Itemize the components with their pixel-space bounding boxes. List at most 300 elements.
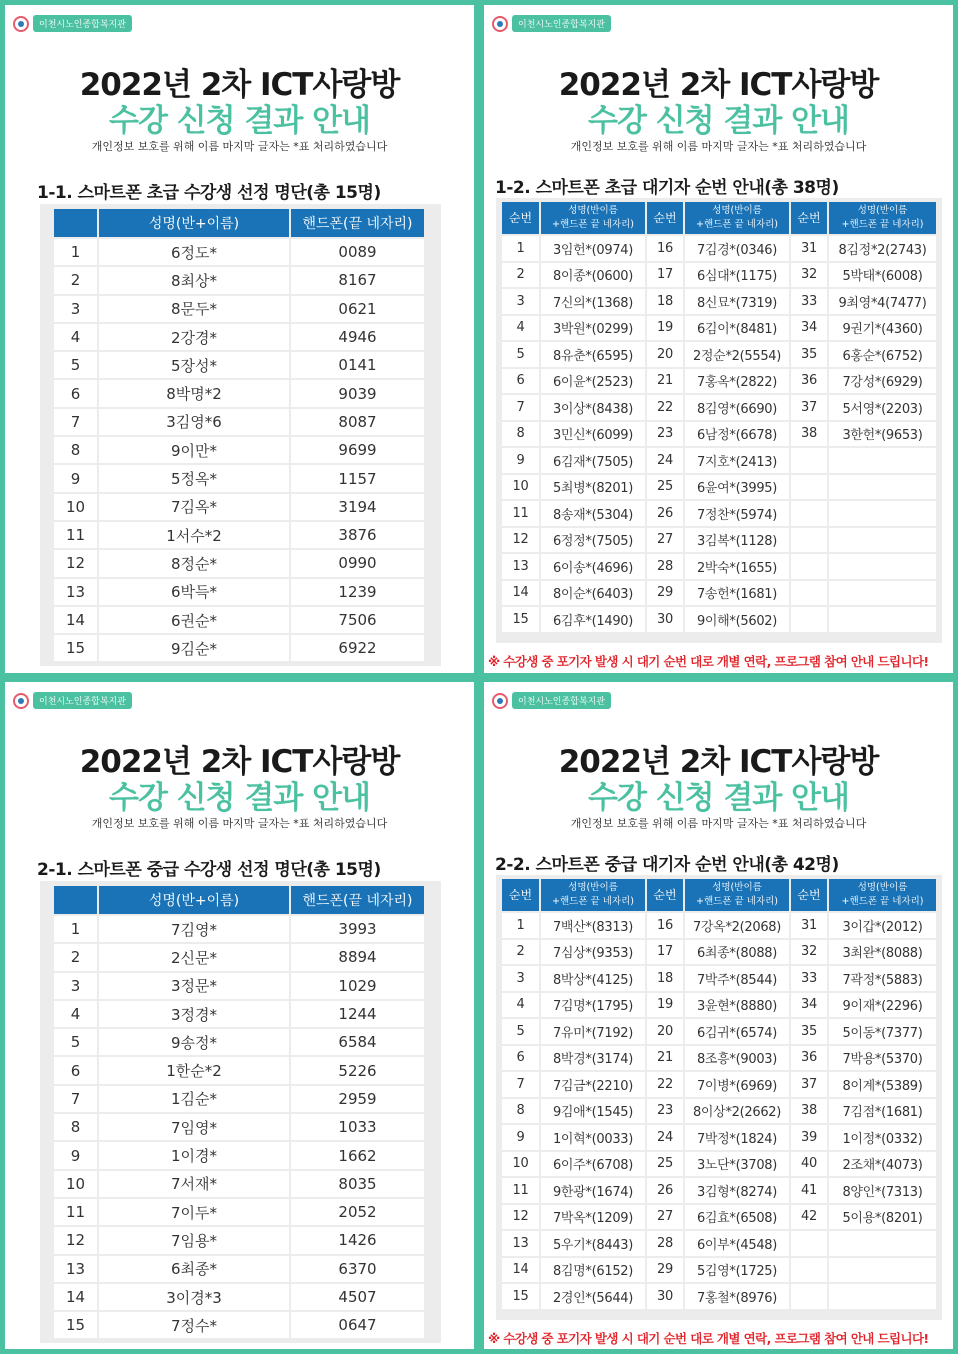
wait-order-cell: 37 [790, 1071, 828, 1098]
wait-name-phone-cell: 7박용*(5370) [828, 1045, 936, 1072]
header-no: 순번 [790, 202, 828, 235]
table-row [502, 1230, 936, 1257]
table-row [502, 474, 936, 501]
wait-name-phone-cell [828, 553, 936, 580]
name-cell: 3정문* [98, 972, 290, 1000]
table-row [54, 606, 424, 634]
wait-name-phone-cell: 9김애*(1545) [540, 1098, 646, 1125]
waiting-table-frame [496, 875, 942, 1320]
table-row [502, 965, 936, 992]
wait-name-phone-cell: 2경인*(5644) [540, 1283, 646, 1309]
wait-name-phone-cell: 8양인*(7313) [828, 1177, 936, 1204]
row-number-cell: 8 [54, 436, 98, 464]
row-number-cell: 1 [54, 238, 98, 266]
header-no [54, 886, 98, 915]
wait-name-phone-cell: 9최영*4(7477) [828, 288, 936, 315]
wait-order-cell: 22 [646, 1071, 684, 1098]
table-row [54, 1311, 424, 1338]
phone-cell: 0089 [290, 238, 424, 266]
wait-order-cell: 6 [502, 1045, 540, 1072]
table-row [54, 972, 424, 1000]
selected-table-frame [40, 204, 441, 666]
org-name: 이천시노인종합복지관 [33, 692, 132, 709]
wait-name-phone-cell: 8조흥*(9003) [684, 1045, 790, 1072]
wait-order-cell: 42 [790, 1204, 828, 1231]
name-cell: 1이경* [98, 1141, 290, 1169]
title-line2: 수강 신청 결과 안내 [588, 103, 849, 139]
row-number-cell: 10 [54, 1170, 98, 1198]
wait-name-phone-cell: 8유춘*(6595) [540, 341, 646, 368]
header-phone: 핸드폰(끝 네자리) [290, 886, 424, 915]
wait-order-cell [790, 1230, 828, 1257]
wait-order-cell: 26 [646, 500, 684, 527]
header-name-phone [540, 202, 646, 235]
wait-order-cell: 7 [502, 1071, 540, 1098]
wait-name-phone-cell: 8박경*(3174) [540, 1045, 646, 1072]
header-no: 순번 [502, 879, 540, 912]
table-row [502, 1257, 936, 1284]
table-row [502, 500, 936, 527]
wait-name-phone-cell: 1이정*(0332) [828, 1124, 936, 1151]
wait-order-cell: 28 [646, 1230, 684, 1257]
header-name-phone [540, 879, 646, 912]
wait-order-cell: 9 [502, 447, 540, 474]
row-number-cell: 13 [54, 578, 98, 606]
wait-name-phone-cell: 1이혁*(0033) [540, 1124, 646, 1151]
wait-name-phone-cell: 7송헌*(1681) [684, 580, 790, 607]
wait-order-cell: 38 [790, 1098, 828, 1125]
wait-order-cell: 4 [502, 992, 540, 1019]
phone-cell: 1239 [290, 578, 424, 606]
wait-order-cell: 34 [790, 992, 828, 1019]
table-row [502, 912, 936, 939]
wait-name-phone-cell: 5서영*(2203) [828, 394, 936, 421]
phone-cell: 6370 [290, 1255, 424, 1283]
phone-cell: 8894 [290, 943, 424, 971]
table-row [502, 553, 936, 580]
wait-order-cell [790, 500, 828, 527]
phone-cell: 1244 [290, 1000, 424, 1028]
panel-1-2 [484, 5, 953, 673]
name-cell: 1김순* [98, 1085, 290, 1113]
wait-order-cell: 36 [790, 368, 828, 395]
phone-cell: 2052 [290, 1198, 424, 1226]
wait-name-phone-cell: 6김효*(6508) [684, 1204, 790, 1231]
wait-name-phone-cell [828, 1257, 936, 1284]
phone-cell: 3993 [290, 915, 424, 943]
row-number-cell: 9 [54, 464, 98, 492]
row-number-cell: 15 [54, 1311, 98, 1338]
table-row [54, 1085, 424, 1113]
name-cell: 7이두* [98, 1198, 290, 1226]
row-number-cell: 2 [54, 943, 98, 971]
wait-order-cell: 10 [502, 1151, 540, 1178]
wait-name-phone-cell: 3민신*(6099) [540, 421, 646, 448]
wait-name-phone-cell: 6김이*(8481) [684, 315, 790, 342]
row-number-cell: 4 [54, 1000, 98, 1028]
panel-2-1 [5, 682, 474, 1349]
wait-name-phone-cell [828, 1230, 936, 1257]
wait-order-cell: 8 [502, 421, 540, 448]
wait-name-phone-cell: 7신의*(1368) [540, 288, 646, 315]
wait-order-cell: 25 [646, 474, 684, 501]
wait-name-phone-cell: 6윤여*(3995) [684, 474, 790, 501]
wait-name-phone-cell: 5이동*(7377) [828, 1018, 936, 1045]
name-cell: 8최상* [98, 266, 290, 294]
name-cell: 1한순*2 [98, 1056, 290, 1084]
section-title: 2-1. 스마트폰 중급 수강생 선정 명단(총 15명) [37, 860, 381, 880]
selected-table-frame [40, 881, 441, 1343]
wait-order-cell: 24 [646, 447, 684, 474]
wait-name-phone-cell: 6이부*(4548) [684, 1230, 790, 1257]
phone-cell: 2959 [290, 1085, 424, 1113]
selected-table [54, 209, 424, 661]
wait-name-phone-cell: 7이병*(6969) [684, 1071, 790, 1098]
table-row [54, 549, 424, 577]
wait-name-phone-cell: 8김영*(6690) [684, 394, 790, 421]
wait-name-phone-cell: 7강성*(6929) [828, 368, 936, 395]
table-row [54, 1283, 424, 1311]
header-name-l2: +핸드폰 끝 네자리) [841, 896, 924, 907]
wait-name-phone-cell: 6김후*(1490) [540, 606, 646, 632]
table-row [502, 606, 936, 632]
name-cell: 2강경* [98, 323, 290, 351]
row-number-cell: 14 [54, 606, 98, 634]
name-cell: 3이경*3 [98, 1283, 290, 1311]
row-number-cell: 10 [54, 493, 98, 521]
wait-name-phone-cell: 7홍철*(8976) [684, 1283, 790, 1309]
name-cell: 7정수* [98, 1311, 290, 1338]
phone-cell: 0141 [290, 351, 424, 379]
header-name-l2: +핸드폰 끝 네자리) [552, 219, 634, 230]
row-number-cell: 5 [54, 351, 98, 379]
table-row [502, 939, 936, 966]
waiting-notice: ※ 수강생 중 포기자 발생 시 대기 순번 대로 개별 연락, 프로그램 참여 안내 드립니다! [488, 654, 929, 669]
wait-name-phone-cell: 8신묘*(7319) [684, 288, 790, 315]
name-cell: 8박명*2 [98, 379, 290, 407]
table-row [502, 262, 936, 289]
row-number-cell: 14 [54, 1283, 98, 1311]
table-row [54, 521, 424, 549]
wait-order-cell: 26 [646, 1177, 684, 1204]
table-row [502, 447, 936, 474]
name-cell: 6박득* [98, 578, 290, 606]
name-cell: 9이만* [98, 436, 290, 464]
table-row [54, 464, 424, 492]
wait-name-phone-cell: 3최완*(8088) [828, 939, 936, 966]
header-name-phone [828, 202, 936, 235]
title-line2: 수강 신청 결과 안내 [109, 103, 370, 139]
wait-order-cell: 15 [502, 606, 540, 632]
table-row [502, 1177, 936, 1204]
table-row [502, 1151, 936, 1178]
wait-order-cell: 28 [646, 553, 684, 580]
wait-name-phone-cell: 8이종*(0600) [540, 262, 646, 289]
name-cell: 3정경* [98, 1000, 290, 1028]
phone-cell: 0990 [290, 549, 424, 577]
wait-order-cell: 32 [790, 939, 828, 966]
wait-order-cell [790, 553, 828, 580]
wait-name-phone-cell: 3노단*(3708) [684, 1151, 790, 1178]
phone-cell: 4507 [290, 1283, 424, 1311]
wait-name-phone-cell: 8김정*2(2743) [828, 235, 936, 262]
wait-name-phone-cell: 5우기*(8443) [540, 1230, 646, 1257]
table-row [54, 915, 424, 943]
phone-cell: 1662 [290, 1141, 424, 1169]
phone-cell: 8087 [290, 408, 424, 436]
row-number-cell: 11 [54, 521, 98, 549]
wait-order-cell: 34 [790, 315, 828, 342]
header-name-l1: 성명(반이름 [857, 882, 908, 893]
header-name-l2: +핸드폰 끝 네자리) [841, 219, 924, 230]
wait-name-phone-cell: 3김복*(1128) [684, 527, 790, 554]
wait-order-cell: 32 [790, 262, 828, 289]
wait-name-phone-cell: 8송재*(5304) [540, 500, 646, 527]
wait-name-phone-cell: 5김영*(1725) [684, 1257, 790, 1284]
wait-name-phone-cell: 8이순*(6403) [540, 580, 646, 607]
wait-order-cell: 3 [502, 288, 540, 315]
wait-name-phone-cell: 7김점*(1681) [828, 1098, 936, 1125]
wait-order-cell: 10 [502, 474, 540, 501]
wait-order-cell: 16 [646, 235, 684, 262]
header-name-l1: 성명(반이름 [857, 205, 908, 216]
name-cell: 6권순* [98, 606, 290, 634]
wait-name-phone-cell: 9이해*(5602) [684, 606, 790, 632]
wait-order-cell: 35 [790, 341, 828, 368]
header-no [54, 209, 98, 238]
header-name-phone [684, 879, 790, 912]
wait-order-cell: 23 [646, 1098, 684, 1125]
wait-order-cell: 38 [790, 421, 828, 448]
wait-name-phone-cell [828, 1283, 936, 1309]
row-number-cell: 2 [54, 266, 98, 294]
header-name-phone [828, 879, 936, 912]
wait-order-cell: 14 [502, 580, 540, 607]
org-name: 이천시노인종합복지관 [512, 692, 611, 709]
wait-order-cell: 27 [646, 1204, 684, 1231]
title-line1: 2022년 2차 ICT사랑방 [558, 67, 879, 103]
org-name: 이천시노인종합복지관 [33, 15, 132, 32]
wait-order-cell: 3 [502, 965, 540, 992]
name-cell: 2신문* [98, 943, 290, 971]
header-name: 성명(반+이름) [98, 886, 290, 915]
header-name-l1: 성명(반이름 [568, 882, 618, 893]
table-row [54, 323, 424, 351]
wait-order-cell: 2 [502, 262, 540, 289]
table-row [502, 580, 936, 607]
table-row [502, 235, 936, 262]
wait-order-cell: 17 [646, 262, 684, 289]
wait-name-phone-cell [828, 580, 936, 607]
wait-order-cell: 27 [646, 527, 684, 554]
phone-cell: 4946 [290, 323, 424, 351]
table-row [502, 421, 936, 448]
header-name-l1: 성명(반이름 [568, 205, 618, 216]
phone-cell: 1157 [290, 464, 424, 492]
wait-order-cell: 8 [502, 1098, 540, 1125]
name-cell: 9김순* [98, 634, 290, 661]
wait-order-cell: 36 [790, 1045, 828, 1072]
header-no: 순번 [790, 879, 828, 912]
title-line1: 2022년 2차 ICT사랑방 [79, 67, 400, 103]
wait-name-phone-cell [828, 447, 936, 474]
wait-order-cell: 20 [646, 1018, 684, 1045]
wait-order-cell: 5 [502, 341, 540, 368]
wait-order-cell [790, 1283, 828, 1309]
wait-order-cell: 41 [790, 1177, 828, 1204]
wait-name-phone-cell: 7홍옥*(2822) [684, 368, 790, 395]
table-row [54, 1028, 424, 1056]
wait-order-cell: 16 [646, 912, 684, 939]
wait-name-phone-cell: 7정찬*(5974) [684, 500, 790, 527]
table-row [54, 578, 424, 606]
wait-order-cell: 21 [646, 1045, 684, 1072]
wait-order-cell: 13 [502, 1230, 540, 1257]
wait-name-phone-cell [828, 527, 936, 554]
row-number-cell: 1 [54, 915, 98, 943]
wait-order-cell: 19 [646, 992, 684, 1019]
wait-order-cell: 31 [790, 912, 828, 939]
waiting-table [502, 202, 936, 632]
table-row [54, 295, 424, 323]
table-row [502, 1045, 936, 1072]
section-title: 1-2. 스마트폰 초급 대기자 순번 안내(총 38명) [495, 178, 839, 198]
phone-cell: 1426 [290, 1226, 424, 1254]
table-row [54, 1056, 424, 1084]
wait-order-cell: 6 [502, 368, 540, 395]
name-cell: 1서수*2 [98, 521, 290, 549]
org-name: 이천시노인종합복지관 [512, 15, 611, 32]
wait-order-cell: 24 [646, 1124, 684, 1151]
wait-name-phone-cell: 6김귀*(6574) [684, 1018, 790, 1045]
wait-name-phone-cell: 7박정*(1824) [684, 1124, 790, 1151]
wait-name-phone-cell: 8김명*(6152) [540, 1257, 646, 1284]
wait-name-phone-cell: 7백산*(8313) [540, 912, 646, 939]
org-header [13, 692, 132, 709]
table-row [54, 238, 424, 266]
wait-order-cell: 23 [646, 421, 684, 448]
name-cell: 5정옥* [98, 464, 290, 492]
table-row [54, 493, 424, 521]
phone-cell: 1029 [290, 972, 424, 1000]
name-cell: 7임용* [98, 1226, 290, 1254]
table-row [502, 1071, 936, 1098]
header-name: 성명(반+이름) [98, 209, 290, 238]
row-number-cell: 6 [54, 1056, 98, 1084]
wait-order-cell: 19 [646, 315, 684, 342]
privacy-note: 개인정보 보호를 위해 이름 마지막 글자는 *표 처리하였습니다 [570, 817, 867, 830]
row-number-cell: 5 [54, 1028, 98, 1056]
wait-order-cell: 37 [790, 394, 828, 421]
header-name-l1: 성명(반이름 [712, 882, 762, 893]
title-line1: 2022년 2차 ICT사랑방 [79, 744, 400, 780]
title-line2: 수강 신청 결과 안내 [588, 780, 849, 816]
header-name-phone [684, 202, 790, 235]
name-cell: 7김영* [98, 915, 290, 943]
wait-name-phone-cell: 7김금*(2210) [540, 1071, 646, 1098]
wait-name-phone-cell: 6심대*(1175) [684, 262, 790, 289]
table-row [502, 527, 936, 554]
wait-name-phone-cell: 3윤현*(8880) [684, 992, 790, 1019]
row-number-cell: 9 [54, 1141, 98, 1169]
wait-name-phone-cell [828, 500, 936, 527]
wait-name-phone-cell: 5박태*(6008) [828, 262, 936, 289]
name-cell: 6정도* [98, 238, 290, 266]
org-logo-icon [492, 16, 508, 32]
row-number-cell: 8 [54, 1113, 98, 1141]
wait-name-phone-cell: 3이갑*(2012) [828, 912, 936, 939]
wait-order-cell: 12 [502, 527, 540, 554]
table-row [502, 1204, 936, 1231]
wait-order-cell: 4 [502, 315, 540, 342]
name-cell: 6최종* [98, 1255, 290, 1283]
row-number-cell: 4 [54, 323, 98, 351]
wait-order-cell: 15 [502, 1283, 540, 1309]
name-cell: 7서재* [98, 1170, 290, 1198]
header-phone: 핸드폰(끝 네자리) [290, 209, 424, 238]
wait-name-phone-cell: 6최종*(8088) [684, 939, 790, 966]
wait-name-phone-cell: 6이윤*(2523) [540, 368, 646, 395]
wait-order-cell: 29 [646, 1257, 684, 1284]
wait-name-phone-cell: 7김경*(0346) [684, 235, 790, 262]
wait-name-phone-cell: 8박상*(4125) [540, 965, 646, 992]
wait-order-cell: 14 [502, 1257, 540, 1284]
table-row [54, 634, 424, 661]
header-no: 순번 [502, 202, 540, 235]
org-header [492, 15, 611, 32]
panel-1-1 [5, 5, 474, 673]
phone-cell: 7506 [290, 606, 424, 634]
wait-name-phone-cell: 7박주*(8544) [684, 965, 790, 992]
row-number-cell: 11 [54, 1198, 98, 1226]
selected-table [54, 886, 424, 1338]
table-row [54, 436, 424, 464]
wait-name-phone-cell: 2박숙*(1655) [684, 553, 790, 580]
wait-name-phone-cell: 7지호*(2413) [684, 447, 790, 474]
wait-order-cell: 21 [646, 368, 684, 395]
panel-2-2 [484, 682, 953, 1349]
table-row [54, 1000, 424, 1028]
name-cell: 5장성* [98, 351, 290, 379]
wait-name-phone-cell: 7심상*(9353) [540, 939, 646, 966]
section-title: 2-2. 스마트폰 중급 대기자 순번 안내(총 42명) [495, 855, 839, 875]
wait-name-phone-cell: 7유미*(7192) [540, 1018, 646, 1045]
phone-cell: 1033 [290, 1113, 424, 1141]
name-cell: 8정순* [98, 549, 290, 577]
wait-name-phone-cell: 3박원*(0299) [540, 315, 646, 342]
table-row [54, 1255, 424, 1283]
privacy-note: 개인정보 보호를 위해 이름 마지막 글자는 *표 처리하였습니다 [91, 817, 388, 830]
wait-name-phone-cell: 6남정*(6678) [684, 421, 790, 448]
wait-order-cell: 12 [502, 1204, 540, 1231]
row-number-cell: 3 [54, 972, 98, 1000]
wait-name-phone-cell: 8이상*2(2662) [684, 1098, 790, 1125]
org-logo-icon [13, 16, 29, 32]
wait-order-cell: 1 [502, 235, 540, 262]
wait-order-cell: 20 [646, 341, 684, 368]
phone-cell: 6922 [290, 634, 424, 661]
phone-cell: 0647 [290, 1311, 424, 1338]
wait-order-cell [790, 527, 828, 554]
wait-name-phone-cell: 9이재*(2296) [828, 992, 936, 1019]
wait-name-phone-cell: 2정순*2(5554) [684, 341, 790, 368]
header-name-l2: +핸드폰 끝 네자리) [552, 896, 634, 907]
name-cell: 7김옥* [98, 493, 290, 521]
org-header [492, 692, 611, 709]
privacy-note: 개인정보 보호를 위해 이름 마지막 글자는 *표 처리하였습니다 [91, 140, 388, 153]
wait-order-cell [790, 447, 828, 474]
table-row [502, 992, 936, 1019]
